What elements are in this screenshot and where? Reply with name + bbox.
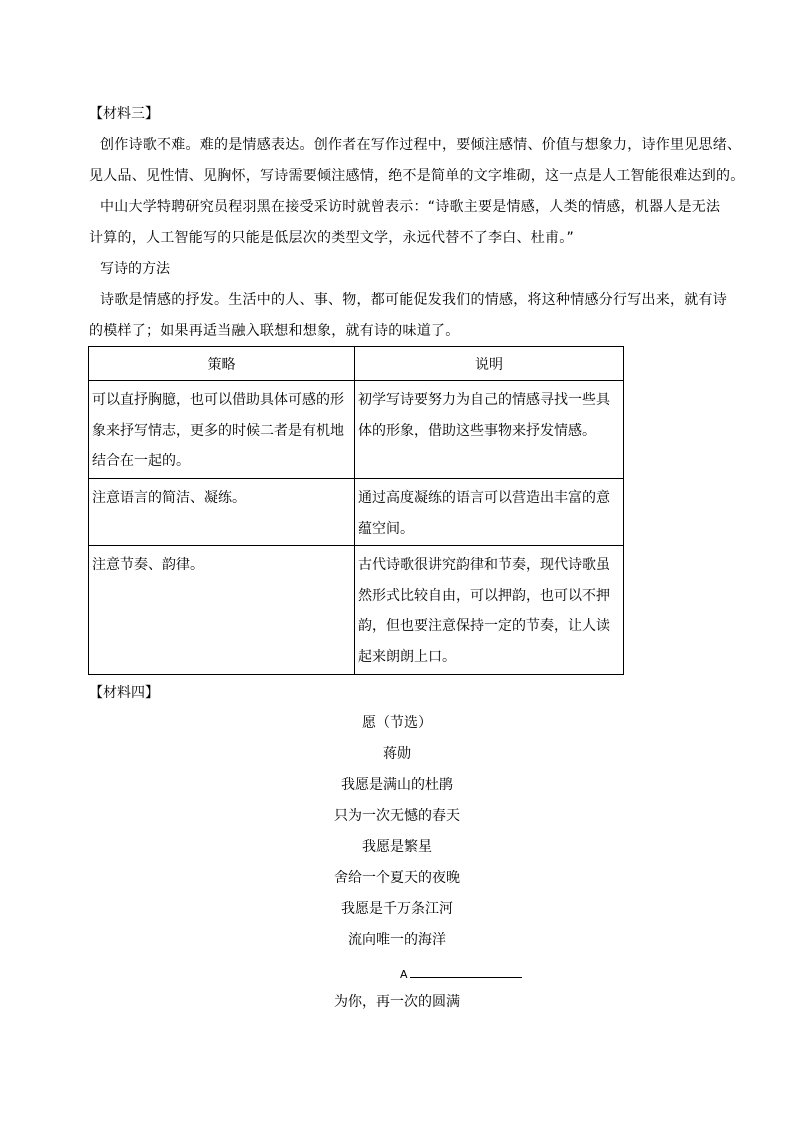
note-line: 蕴空间。 <box>358 520 414 537</box>
note-line: 起来朗朗上口。 <box>358 648 456 665</box>
note-line: 然形式比较自由，可以押韵，也可以不押 <box>358 587 610 604</box>
method-subheading: 写诗的方法 <box>100 261 170 277</box>
material3-para3-line2: 的模样了；如果再适当融入联想和想象，就有诗的味道了。 <box>89 323 460 339</box>
note-cell <box>355 479 624 546</box>
strategy-cell <box>89 381 355 479</box>
table-row <box>89 381 624 479</box>
table-row <box>89 546 624 675</box>
strategy-line: 可以直抒胸臆，也可以借助具体可感的形 <box>92 392 344 408</box>
strategy-table <box>88 346 624 675</box>
strategy-cell <box>89 546 355 675</box>
strategy-line: 结合在一起的。 <box>92 453 190 469</box>
blank-underline <box>410 967 522 978</box>
material3-para2-line2: 计算的，人工智能写的只能是低层次的类型文学，永远代替不了李白、杜甫。” <box>89 230 575 246</box>
note-line: 通过高度凝练的语言可以营造出丰富的意 <box>358 490 610 506</box>
poem-line: 我愿是千万条江河 <box>341 901 453 917</box>
poem-line: 我愿是满山的杜鹃 <box>341 777 453 793</box>
table-header-strategy: 策略 <box>89 347 355 381</box>
note-line: 韵，但也要注意保持一定的节奏，让人读 <box>358 618 610 634</box>
note-cell <box>355 381 624 479</box>
poem-author: 蒋勋 <box>383 746 411 762</box>
material3-heading: 【材料三】 <box>89 106 159 122</box>
strategy-cell <box>89 479 355 546</box>
note-line: 初学写诗要努力为自己的情感寻找一些具 <box>358 392 610 408</box>
poem-line: 流向唯一的海洋 <box>348 932 446 948</box>
table-row <box>89 479 624 546</box>
poem-line: 我愿是繁星 <box>362 839 432 855</box>
material3-para1-line1: 创作诗歌不难。难的是情感表达。创作者在写作过程中，要倾注感情、价值与想象力，诗作里见思绪、 <box>100 137 742 153</box>
poem-line: 只为一次无憾的春天 <box>334 808 460 824</box>
note-line: 古代诗歌很讲究韵律和节奏，现代诗歌虽 <box>358 557 610 573</box>
strategy-line: 象来抒写情志，更多的时候二者是有机地 <box>92 422 344 439</box>
poem-line: 舍给一个夏天的夜晚 <box>334 870 460 886</box>
note-line: 体的形象，借助这些事物来抒发情感。 <box>358 422 596 439</box>
table-header-row <box>89 347 624 381</box>
blank-label: A <box>400 968 408 981</box>
material3-para2-line1: 中山大学特聘研究员程羽黑在接受采访时就曾表示：“诗歌主要是情感，人类的情感，机器人是无法 <box>100 199 721 215</box>
poem-title: 愿（节选） <box>362 715 432 731</box>
note-cell <box>355 546 624 675</box>
table-header-note: 说明 <box>355 347 624 381</box>
material3-para1-line2: 见人品、见性情、见胸怀，写诗需要倾注感情，绝不是简单的文字堆砌，这一点是人工智能很难达到的。 <box>89 168 745 184</box>
strategy-line: 注意语言的简洁、凝练。 <box>92 490 246 506</box>
strategy-line: 注意节奏、韵律。 <box>92 557 204 573</box>
material3-para3-line1: 诗歌是情感的抒发。生活中的人、事、物，都可能促发我们的情感，将这种情感分行写出来，就有诗 <box>100 292 727 308</box>
material4-heading: 【材料四】 <box>89 685 159 701</box>
answer-blank-a[interactable] <box>400 967 522 983</box>
poem-last-line: 为你，再一次的圆满 <box>334 994 460 1010</box>
